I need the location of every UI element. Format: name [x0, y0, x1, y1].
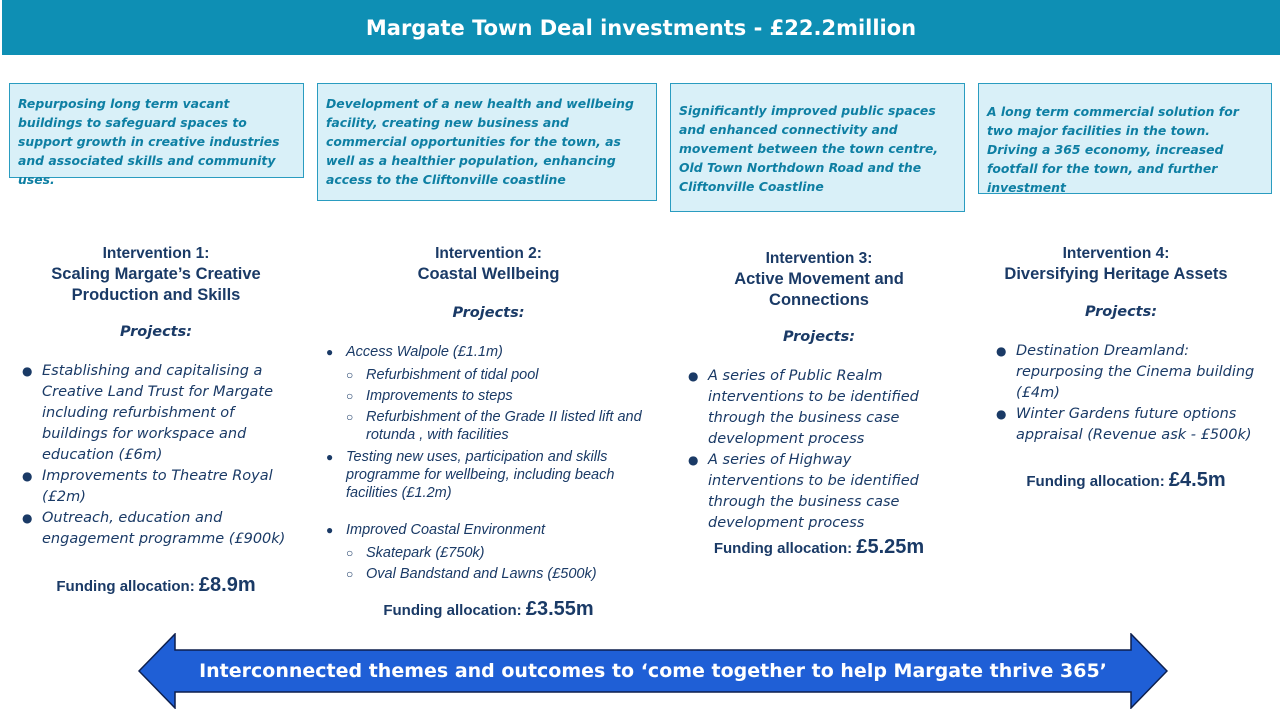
- sub-list: [346, 366, 651, 444]
- sub-list-item: ○ Refurbishment of tidal pool: [346, 366, 651, 384]
- intervention-3-funding: [688, 536, 950, 559]
- intervention-1-label: Intervention 1:: [102, 245, 210, 262]
- intervention-3-label: Intervention 3:: [765, 250, 873, 267]
- list-item: ● Destination Dreamland: repurposing the Cinema building (£4m): [996, 341, 1256, 404]
- intervention-3-title: Active Movement and Connections: [734, 270, 904, 309]
- intervention-2-title: Coastal Wellbeing: [417, 265, 560, 283]
- intervention-4: [996, 243, 1256, 446]
- funding-label: Funding allocation:: [56, 578, 195, 595]
- intervention-1: [22, 243, 290, 550]
- list-item: ● Outreach, education and engagement programme (£900k): [22, 508, 290, 550]
- objective-box-1: Repurposing long term vacant buildings to safeguard spaces to support growth in creative industries and associated skills and community uses.: [9, 83, 304, 178]
- intervention-1-projects-label: Projects:: [119, 324, 193, 340]
- page-title: Margate Town Deal investments - £22.2million: [2, 0, 1280, 55]
- list-item: ● A series of Highway interventions to be identified through the business case development process: [688, 450, 950, 534]
- funding-label: Funding allocation:: [713, 540, 853, 557]
- intervention-2-projects-label: Projects:: [452, 305, 525, 321]
- project-text: Access Walpole (£1.1m): [346, 344, 503, 360]
- project-text: Testing new uses, participation and skills programme for wellbeing, including beach facilities (£1.2m): [346, 449, 615, 501]
- sub-list-item: ○ Skatepark (£750k): [346, 544, 651, 562]
- intervention-3: [688, 248, 950, 534]
- funding-amount: £5.25m: [856, 536, 925, 558]
- funding-label: Funding allocation:: [1026, 473, 1165, 490]
- list-item: ● Winter Gardens future options appraisal (Revenue ask - £500k): [996, 404, 1256, 446]
- intervention-2-funding: [326, 598, 651, 621]
- intervention-1-funding: [22, 574, 290, 597]
- intervention-1-project-list: [22, 361, 290, 550]
- list-item: ● Improvements to Theatre Royal (£2m): [22, 466, 290, 508]
- objective-box-3: Significantly improved public spaces and enhanced connectivity and movement between the town centre, Old Town Northdown Road and the Cliftonville Coastline: [670, 83, 965, 212]
- intervention-3-project-list: [688, 366, 950, 534]
- list-item: [326, 342, 651, 444]
- project-text: Improved Coastal Environment: [346, 522, 546, 538]
- list-item: ● Establishing and capitalising a Creative Land Trust for Margate including refurbishment of buildings for workspace and education (£6m): [22, 361, 290, 466]
- sub-list: [346, 544, 651, 583]
- objective-box-2: Development of a new health and wellbeing facility, creating new business and commercial opportunities for the town, as well as a healthier population, enhancing access to the Cliftonville coastline: [317, 83, 657, 201]
- intervention-4-projects-label: Projects:: [1084, 304, 1158, 320]
- intervention-1-title: Scaling Margate’s Creative Production and Skills: [51, 265, 261, 304]
- funding-label: Funding allocation:: [383, 602, 522, 619]
- intervention-3-projects-label: Projects:: [782, 329, 856, 345]
- list-item: [326, 520, 651, 583]
- sub-list-item: ○ Oval Bandstand and Lawns (£500k): [346, 565, 651, 583]
- funding-amount: £8.9m: [198, 574, 256, 596]
- intervention-2-label: Intervention 2:: [435, 245, 542, 262]
- list-item: [326, 448, 651, 502]
- intervention-4-label: Intervention 4:: [1062, 245, 1170, 262]
- list-item: ● A series of Public Realm interventions to be identified through the business case development process: [688, 366, 950, 450]
- sub-list-item: ○ Improvements to steps: [346, 387, 651, 405]
- sub-list-item: ○ Refurbishment of the Grade II listed lift and rotunda , with facilities: [346, 408, 651, 444]
- intervention-2: [326, 243, 651, 583]
- intervention-4-funding: [996, 469, 1256, 492]
- intervention-4-project-list: [996, 341, 1256, 446]
- objective-box-4: A long term commercial solution for two major facilities in the town. Driving a 365 economy, increased footfall for the town, and further investment: [978, 83, 1272, 194]
- funding-amount: £4.5m: [1168, 469, 1226, 491]
- intervention-4-title: Diversifying Heritage Assets: [1004, 265, 1228, 283]
- banner-text: Interconnected themes and outcomes to ‘come together to help Margate thrive 365’: [199, 660, 1107, 682]
- intervention-2-project-list: [326, 342, 651, 583]
- funding-amount: £3.55m: [525, 598, 594, 620]
